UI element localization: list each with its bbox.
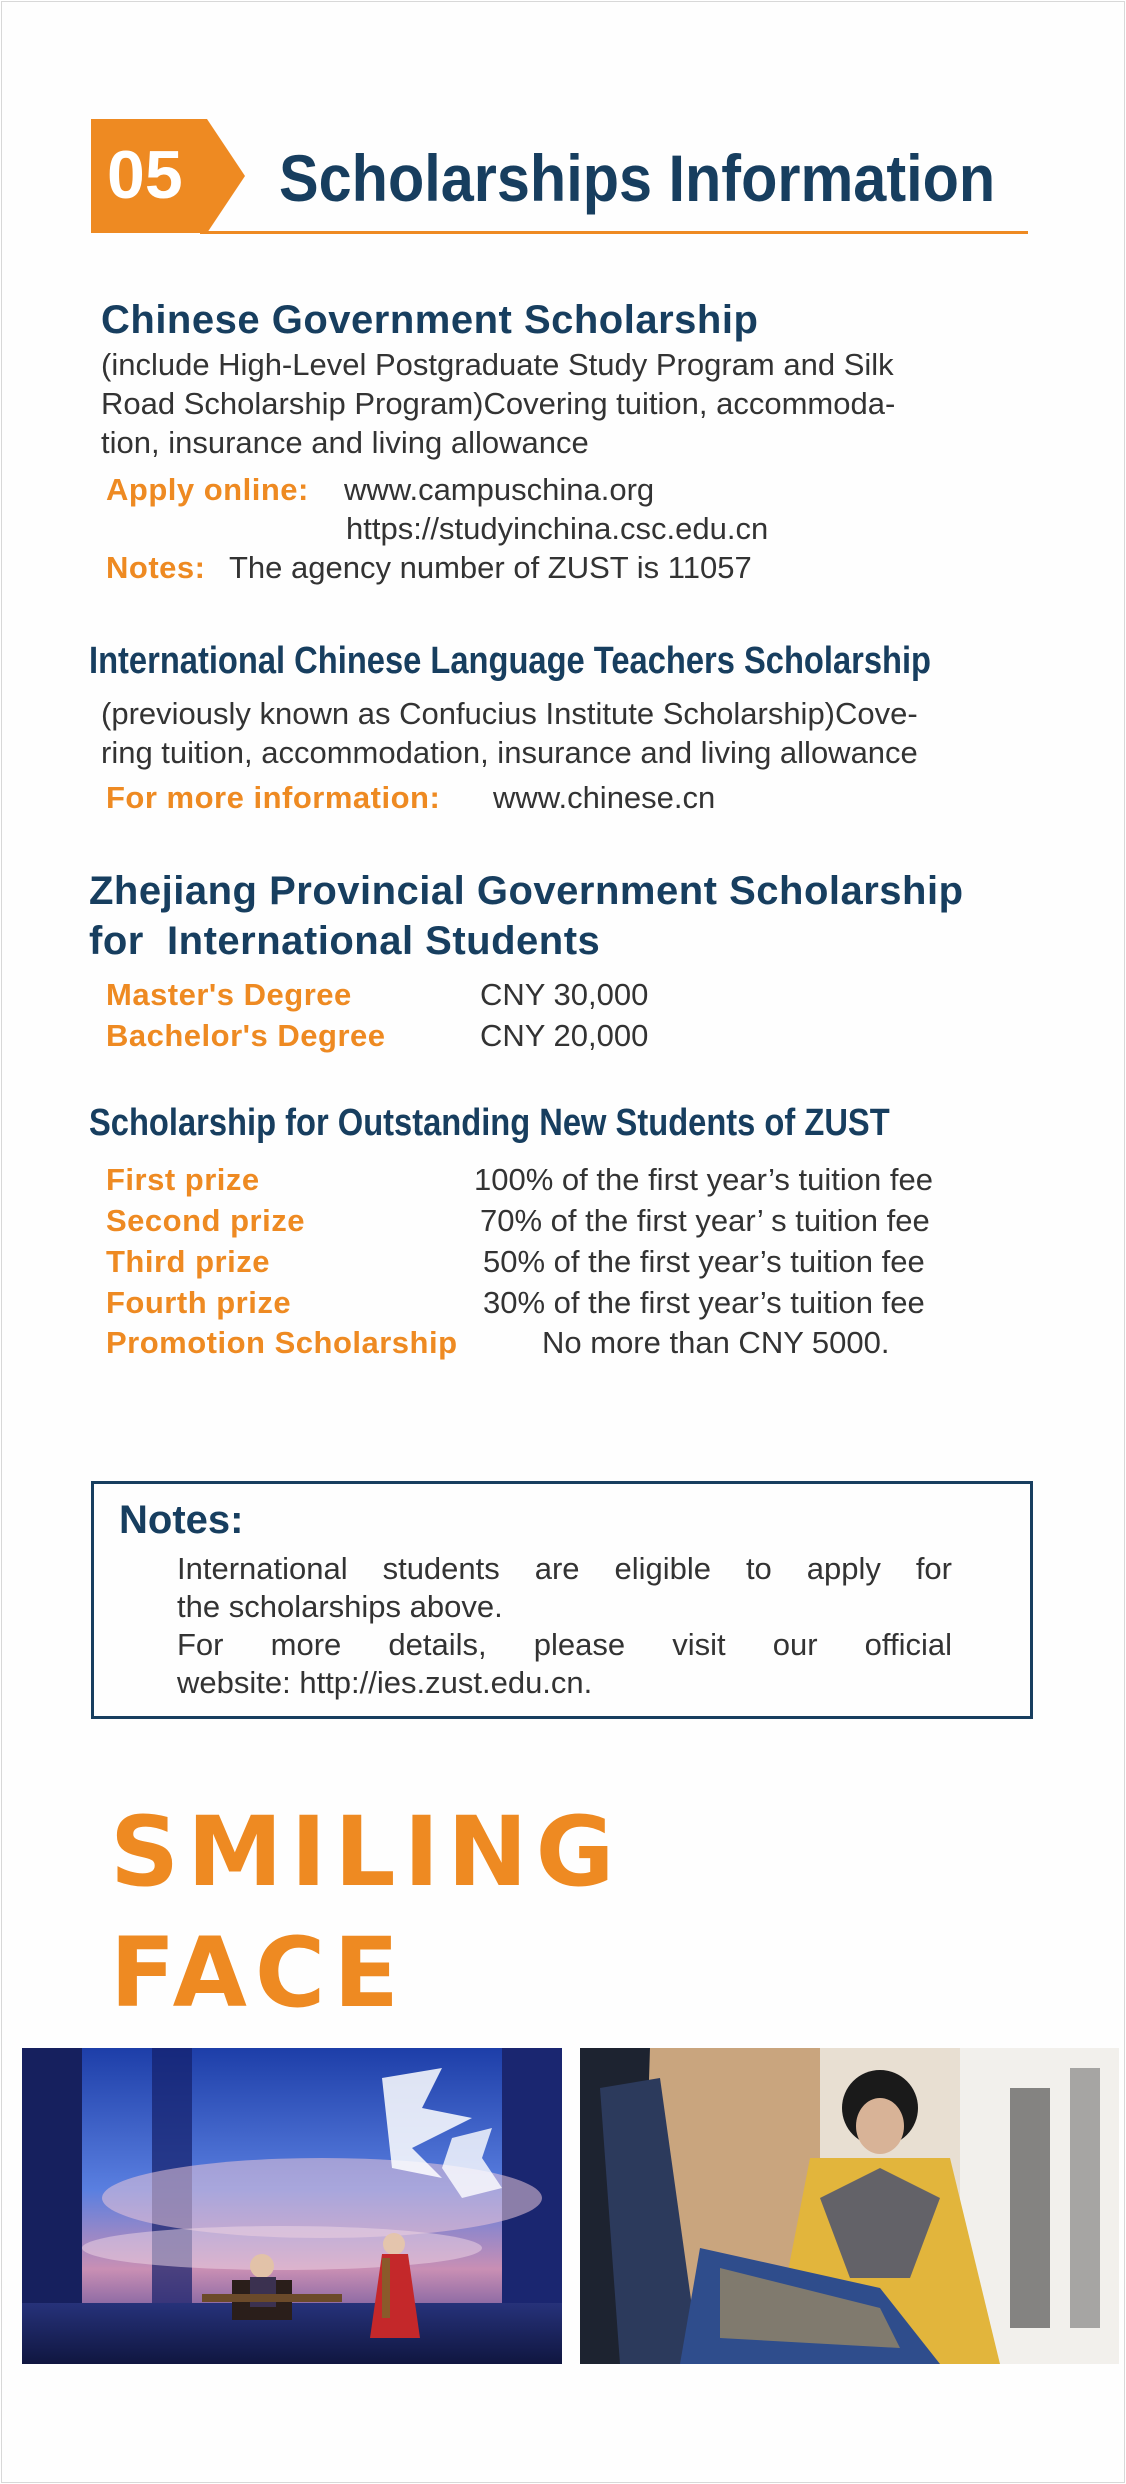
section2-desc-line1: (previously known as Confucius Institute Scholarship)Cove- (101, 696, 918, 731)
notes-box (91, 1481, 1033, 1719)
smiling-face-line2: FACE (110, 1917, 407, 2029)
section-title-zhejiang-line2: for International Students (89, 919, 601, 963)
section-title-chinese-language-teachers: International Chinese Language Teachers Scholarship (89, 640, 932, 682)
smiling-face-line1: SMILING (110, 1796, 623, 1908)
notes-box-line2: the scholarships above. (177, 1589, 503, 1624)
notes-box-line4[interactable]: website: http://ies.zust.edu.cn. (177, 1665, 593, 1700)
prize-label: Second prize (106, 1203, 305, 1238)
apply-url-campuschina[interactable]: www.campuschina.org (344, 472, 655, 507)
section-number: 05 (107, 137, 183, 213)
notes-box-line3: For more details, please visit our official (177, 1627, 952, 1662)
page-title: Scholarships Information (279, 141, 996, 215)
promotion-scholarship-label: Promotion Scholarship (106, 1325, 458, 1360)
notes-label: Notes: (106, 550, 206, 585)
notes-text: The agency number of ZUST is 11057 (229, 550, 752, 585)
embroidery-image (580, 2048, 1119, 2364)
masters-degree-label: Master's Degree (106, 977, 352, 1012)
photo-embroidery (580, 2048, 1119, 2364)
section-number-badge (91, 119, 245, 233)
prize-label: First prize (106, 1162, 260, 1197)
title-underline (200, 231, 1028, 234)
photo-stage-performance (22, 2048, 562, 2364)
bachelors-degree-label: Bachelor's Degree (106, 1018, 386, 1053)
notes-box-title: Notes: (119, 1498, 244, 1542)
bachelors-degree-value: CNY 20,000 (480, 1018, 649, 1053)
promotion-scholarship-value: No more than CNY 5000. (542, 1325, 890, 1360)
section2-desc-line2: ring tuition, accommodation, insurance and living allowance (101, 735, 918, 770)
masters-degree-value: CNY 30,000 (480, 977, 649, 1012)
section1-desc-line2: Road Scholarship Program)Covering tuition, accommoda- (101, 386, 896, 421)
section1-desc-line3: tion, insurance and living allowance (101, 425, 589, 460)
notes-box-line1: International students are eligible to apply for (177, 1551, 952, 1586)
prize-value: 50% of the first year’s tuition fee (483, 1244, 925, 1279)
section-title-chinese-government: Chinese Government Scholarship (101, 298, 759, 342)
prize-value: 70% of the first year’ s tuition fee (480, 1203, 930, 1238)
prize-value: 100% of the first year’s tuition fee (474, 1162, 933, 1197)
section-title-zhejiang-line1: Zhejiang Provincial Government Scholarship (89, 869, 964, 913)
section-title-outstanding-new-students: Scholarship for Outstanding New Students of ZUST (89, 1102, 890, 1144)
prize-label: Fourth prize (106, 1285, 292, 1320)
more-info-url[interactable]: www.chinese.cn (493, 780, 716, 815)
prize-value: 30% of the first year’s tuition fee (483, 1285, 925, 1320)
apply-online-label: Apply online: (106, 472, 309, 507)
stage-performance-image (22, 2048, 562, 2364)
prize-label: Third prize (106, 1244, 270, 1279)
section1-desc-line1: (include High-Level Postgraduate Study Program and Silk (101, 347, 894, 382)
more-info-label: For more information: (106, 780, 441, 815)
apply-url-studyinchina[interactable]: https://studyinchina.csc.edu.cn (346, 511, 769, 546)
